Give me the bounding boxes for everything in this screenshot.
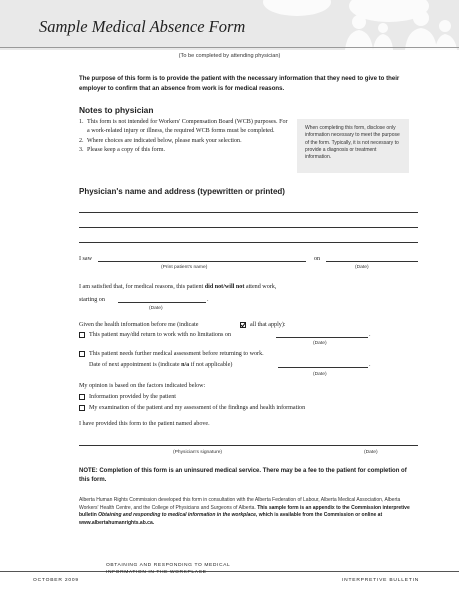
next-appt-text: Date of next appointment is (indicate xyxy=(89,362,182,368)
return-to-work-label: This patient may/did return to work with no limitations on xyxy=(89,332,232,338)
next-appointment-date-line[interactable] xyxy=(278,367,368,368)
header-decoration-graphic xyxy=(249,0,459,50)
starting-date-caption: (Date) xyxy=(149,306,163,311)
signature-date-caption: (Date) xyxy=(364,450,378,455)
did-not-will-not-choice[interactable]: did not/will not xyxy=(204,284,245,290)
given-text: Given the health information before me (indicate xyxy=(79,322,199,328)
note-number: 1. xyxy=(79,119,84,125)
period: . xyxy=(369,332,371,338)
physician-heading: Physician's name and address (typewritten or printed) xyxy=(79,187,285,196)
further-assessment-checkbox[interactable] xyxy=(79,351,85,357)
footnote-bold-text: . xyxy=(152,519,155,526)
next-appt-text-end: if not applicable) xyxy=(189,362,233,368)
satisfied-text: I am satisfied that, for medical reasons, this patient xyxy=(79,284,205,290)
on-label: on xyxy=(314,256,321,262)
form-subtitle: (To be completed by attending physician) xyxy=(178,53,281,59)
note-number: 3. xyxy=(79,147,84,154)
starting-on-label: starting on xyxy=(79,297,105,303)
note-item xyxy=(79,146,289,155)
satisfied-text-end: attend work, xyxy=(244,284,277,290)
footer-publication xyxy=(106,563,230,576)
starting-date-line[interactable] xyxy=(118,302,206,303)
patient-name-caption: (Print patient's name) xyxy=(161,265,208,270)
page-header xyxy=(0,0,459,50)
notes-list xyxy=(79,118,289,156)
examination-checkbox[interactable] xyxy=(79,405,85,411)
footer-publication-line: OBTAINING AND RESPONDING TO MEDICAL xyxy=(106,563,231,568)
return-date-caption: (Date) xyxy=(313,341,327,346)
note-text: Where choices are indicated below, please mark your selection. xyxy=(87,137,242,144)
next-appointment-date-caption: (Date) xyxy=(313,372,327,377)
signature-date-line[interactable] xyxy=(326,445,418,446)
return-date-line[interactable] xyxy=(276,337,368,338)
provided-statement: I have provided this form to the patient named above. xyxy=(79,421,210,427)
saw-date-caption: (Date) xyxy=(355,265,369,270)
saw-date-line[interactable] xyxy=(326,261,418,262)
next-appointment-label xyxy=(89,361,232,369)
patient-info-label: Information provided by the patient xyxy=(89,394,176,400)
note-text: This form is not intended for Workers' Compensation Board (WCB) purposes. For a work-related injury or illness, the required WCB forms must be completed. xyxy=(87,119,288,135)
header-rule xyxy=(0,47,459,48)
footnote-bold-text: which is available from the Commission or online at xyxy=(257,512,383,519)
na-text: n/a xyxy=(181,362,190,368)
patient-name-line[interactable] xyxy=(98,261,306,262)
note-item xyxy=(79,137,289,146)
opinion-heading: My opinion is based on the factors indicated below: xyxy=(79,383,206,389)
note-text: Please keep a copy of this form. xyxy=(87,147,166,154)
disclosure-note-box: When completing this form, disclose only information necessary to meet the purpose of the form. Typically, it is not necessary to provide a diagnosis or treatment information. xyxy=(297,119,409,173)
footnote-text: Alberta Human Rights Commission developed this form in consultation with the Alberta Federation of Labour, Alberta Medical Association, Alberta Workers' Health Centre, and the College of Physicians and Surgeons of Alberta. xyxy=(79,497,401,511)
further-assessment-label: This patient needs further medical assessment before returning to work. xyxy=(89,351,264,357)
note-item xyxy=(79,118,289,137)
period: . xyxy=(207,297,209,303)
footer-publication-line: INFORMATION IN THE WORKPLACE xyxy=(106,569,207,575)
footnote-bold-text: This sample form is an appendix to the Commission interpretive bulletin xyxy=(79,504,410,519)
given-text-end: all that apply): xyxy=(250,322,286,328)
footer-date: OCTOBER 2009 xyxy=(33,578,79,583)
physician-address-line[interactable] xyxy=(79,227,418,228)
footnote xyxy=(79,497,411,527)
uninsured-service-note: NOTE: Completion of this form is an uninsured medical service. There may be a fee to the patient for completion of this form. xyxy=(79,468,407,484)
physician-signature-line[interactable] xyxy=(79,445,335,446)
footer-doc-type: INTERPRETIVE BULLETIN xyxy=(342,578,420,583)
notes-heading: Notes to physician xyxy=(79,105,154,115)
given-health-info-line xyxy=(79,321,198,329)
physician-address-line[interactable] xyxy=(79,212,418,213)
return-to-work-checkbox[interactable] xyxy=(79,332,85,338)
physician-address-line[interactable] xyxy=(79,242,418,243)
form-title: Sample Medical Absence Form xyxy=(39,17,246,36)
patient-info-checkbox[interactable] xyxy=(79,394,85,400)
checkmark-example-icon xyxy=(240,322,246,328)
bulletin-title: Obtaining and responding to medical information in the workplace, xyxy=(98,512,258,519)
examination-label: My examination of the patient and my assessment of the findings and health information xyxy=(89,405,306,411)
satisfied-statement xyxy=(79,283,276,291)
website-link[interactable]: www.albertahumanrights.ab.ca xyxy=(79,519,153,526)
period: . xyxy=(369,362,371,368)
signature-caption: (Physician's signature) xyxy=(173,450,223,455)
note-number: 2. xyxy=(79,137,84,144)
purpose-statement: The purpose of this form is to provide the patient with the necessary information that they need to give to their employer to confirm that an absence from work is for medical reasons. xyxy=(79,75,400,92)
saw-label: I saw xyxy=(79,256,93,262)
